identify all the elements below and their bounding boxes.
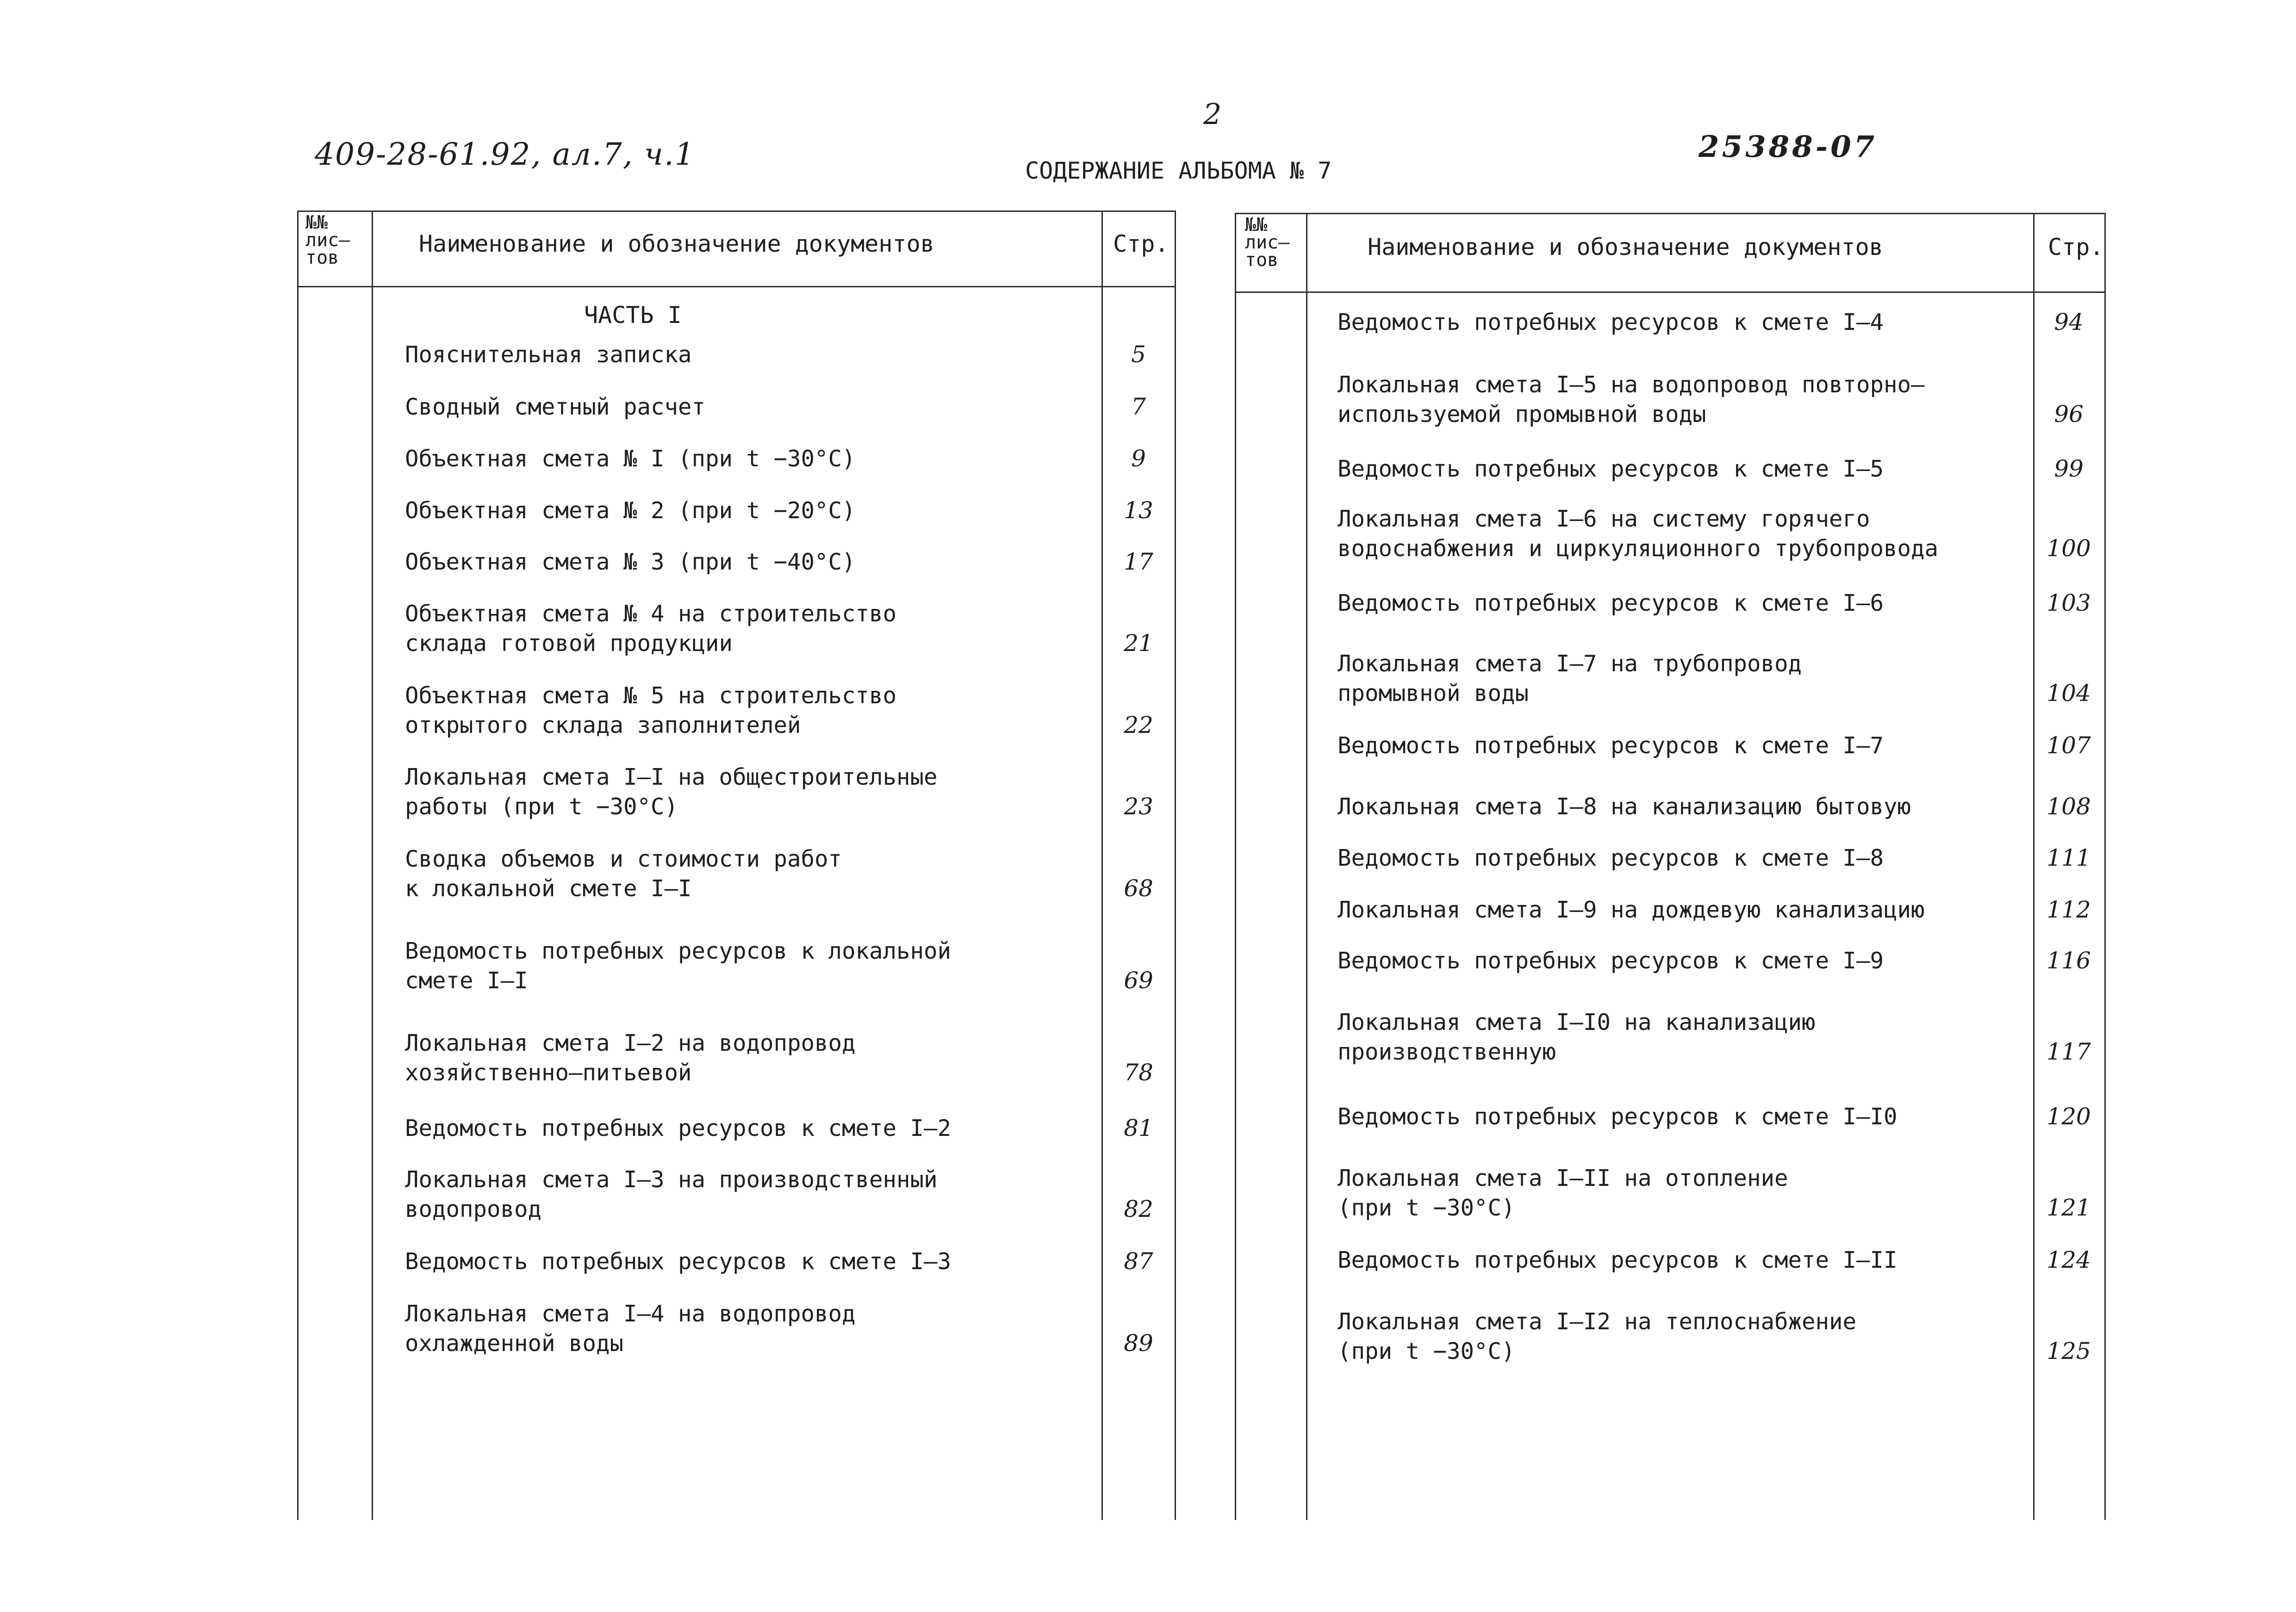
document-title-line: Объектная смета № 2 (при t −20°C): [405, 497, 856, 524]
document-title-line: Ведомость потребных ресурсов к смете I–I0: [1338, 1104, 1898, 1130]
document-title-line: Ведомость потребных ресурсов к смете I–3: [405, 1248, 952, 1275]
document-title: [1338, 454, 1884, 484]
document-title-line: производственную: [1338, 1039, 1556, 1065]
document-title: [1338, 504, 1938, 564]
document-title-line: работы (при t −30°C): [405, 794, 678, 820]
section-title: ЧАСТЬ I: [584, 302, 682, 329]
document-title: [405, 763, 938, 822]
document-title-line: Ведомость потребных ресурсов к смете I–II: [1338, 1247, 1898, 1273]
page-reference: 22: [1124, 712, 1153, 738]
document-title-line: Локальная смета I–8 на канализацию бытовую: [1338, 794, 1911, 820]
document-title-line: промывной воды: [1338, 680, 1529, 707]
document-title: [1338, 589, 1884, 618]
page-reference: 125: [2047, 1338, 2091, 1364]
page-reference: 78: [1124, 1059, 1153, 1086]
album-title: СОДЕРЖАНИЕ АЛЬБОМА № 7: [1025, 157, 1332, 184]
page-reference: 124: [2047, 1246, 2091, 1273]
page-reference: 108: [2047, 793, 2091, 820]
page-reference: 99: [2054, 455, 2084, 482]
document-title: [1338, 843, 1884, 873]
page-reference: 81: [1124, 1115, 1153, 1141]
page-reference: 104: [2047, 680, 2091, 707]
document-title-line: Ведомость потребных ресурсов к смете I–6: [1338, 590, 1884, 616]
document-title-line: (при t −30°C): [1338, 1195, 1515, 1221]
document-title: [405, 1029, 856, 1088]
page-reference: 116: [2047, 947, 2091, 974]
column-header-sheets: №№ лис– тов: [1245, 214, 1290, 271]
document-title-line: хозяйственно–питьевой: [405, 1060, 692, 1086]
document-title-line: Ведомость потребных ресурсов к смете I–8: [1338, 845, 1884, 871]
document-title-line: водоснабжения и циркуляционного трубопровода: [1338, 535, 1939, 562]
page-number: 2: [1203, 97, 1222, 131]
document-title-line: Объектная смета № I (при t −30°C): [405, 446, 856, 472]
document-title-line: Локальная смета I–II на отопление: [1338, 1165, 1788, 1191]
document-title-line: Ведомость потребных ресурсов к смете I–4: [1338, 309, 1884, 335]
document-title-line: водопровод: [405, 1196, 542, 1222]
page-reference: 68: [1124, 875, 1153, 902]
document-title: [1338, 731, 1884, 761]
column-header-name: Наименование и обозначение документов: [419, 230, 934, 257]
page-reference: 120: [2047, 1103, 2091, 1130]
page-reference: 111: [2047, 844, 2091, 871]
document-title-line: открытого склада заполнителей: [405, 712, 801, 738]
page-reference: 87: [1124, 1248, 1153, 1275]
document-title: [405, 444, 856, 474]
document-title: [405, 547, 856, 577]
document-title-line: Объектная смета № 4 на строительство: [405, 601, 897, 627]
document-title-line: Ведомость потребных ресурсов к локальной: [405, 938, 952, 964]
document-title-line: склада готовой продукции: [405, 630, 733, 657]
page-reference: 13: [1124, 497, 1153, 524]
page-reference: 94: [2054, 309, 2084, 335]
document-title-line: Сводка объемов и стоимости работ: [405, 846, 842, 872]
page-reference: 107: [2047, 732, 2091, 759]
document-title: [405, 599, 896, 658]
document-title: [1338, 1307, 1856, 1366]
page-reference: 103: [2047, 589, 2091, 616]
document-title: [1338, 895, 1925, 925]
document-title-line: Локальная смета I–7 на трубопровод: [1338, 651, 1802, 677]
page-reference: 112: [2047, 896, 2091, 923]
page-reference: 7: [1131, 393, 1146, 420]
document-title: [1338, 370, 1925, 429]
column-header-sheets: №№ лис– тов: [305, 212, 350, 268]
document-title-line: к локальной смете I–I: [405, 875, 692, 902]
document-title: [405, 681, 896, 740]
page-reference: 121: [2047, 1194, 2091, 1221]
document-title-line: Локальная смета I–6 на систему горячего: [1338, 506, 1870, 532]
document-title-line: Локальная смета I–3 на производственный: [405, 1166, 938, 1193]
document-title-line: Ведомость потребных ресурсов к смете I–2: [405, 1115, 952, 1141]
document-title-line: Локальная смета I–9 на дождевую канализацию: [1338, 897, 1925, 923]
page-reference: 21: [1124, 630, 1153, 657]
document-title-line: (при t −30°C): [1338, 1338, 1515, 1364]
document-title: [1338, 308, 1884, 337]
document-title-line: Локальная смета I–I на общестроительные: [405, 764, 938, 790]
document-title: [1338, 1246, 1898, 1275]
document-title-line: Ведомость потребных ресурсов к смете I–7: [1338, 732, 1884, 759]
column-header-page: Стр.: [2048, 234, 2104, 260]
document-title-line: Объектная смета № 5 на строительство: [405, 682, 897, 709]
document-title-line: Локальная смета I–I2 на теплоснабжение: [1338, 1308, 1857, 1335]
page-reference: 17: [1124, 548, 1153, 575]
document-title-line: используемой промывной воды: [1338, 401, 1706, 428]
document-title-line: Локальная смета I–4 на водопровод: [405, 1301, 856, 1327]
registration-number: 25388-07: [1699, 130, 1878, 164]
document-title: [405, 1165, 938, 1224]
document-title: [1338, 792, 1911, 822]
document-title-line: Локальная смета I–I0 на канализацию: [1338, 1009, 1816, 1035]
page-reference: 9: [1131, 445, 1146, 472]
page-reference: 100: [2047, 535, 2091, 562]
document-title: [405, 1299, 856, 1358]
document-title-line: Ведомость потребных ресурсов к смете I–9: [1338, 948, 1884, 974]
page-reference: 89: [1124, 1330, 1153, 1357]
document-title-line: Сводный сметный расчет: [405, 394, 706, 420]
column-header-page: Стр.: [1113, 230, 1169, 257]
document-title-line: Ведомость потребных ресурсов к смете I–5: [1338, 456, 1884, 482]
document-title: [405, 844, 842, 904]
document-title-line: Локальная смета I–2 на водопровод: [405, 1030, 856, 1056]
document-title-line: охлажденной воды: [405, 1330, 624, 1357]
document-title: [405, 936, 951, 996]
page-reference: 82: [1124, 1196, 1153, 1222]
page-reference: 117: [2047, 1038, 2091, 1065]
document-title-line: Пояснительная записка: [405, 341, 692, 368]
page-reference: 96: [2054, 401, 2084, 428]
document-title: [405, 392, 705, 422]
page-reference: 5: [1131, 341, 1146, 368]
page-reference: 69: [1124, 967, 1153, 994]
document-title: [1338, 1164, 1788, 1223]
document-title: [1338, 649, 1802, 708]
document-title: [405, 1247, 951, 1277]
document-title: [1338, 1008, 1816, 1067]
page-reference: 23: [1124, 793, 1153, 820]
document-title: [405, 340, 692, 370]
document-title: [405, 1114, 951, 1143]
document-title: [1338, 946, 1884, 976]
document-title: [405, 496, 856, 526]
document-code: 409-28-61.92, ал.7, ч.1: [315, 136, 695, 172]
document-title-line: Объектная смета № 3 (при t −40°C): [405, 549, 856, 575]
document-title: [1338, 1102, 1898, 1132]
document-title-line: Локальная смета I–5 на водопровод повторно–: [1338, 372, 1925, 398]
column-header-name: Наименование и обозначение документов: [1368, 234, 1883, 260]
document-title-line: смете I–I: [405, 967, 528, 994]
